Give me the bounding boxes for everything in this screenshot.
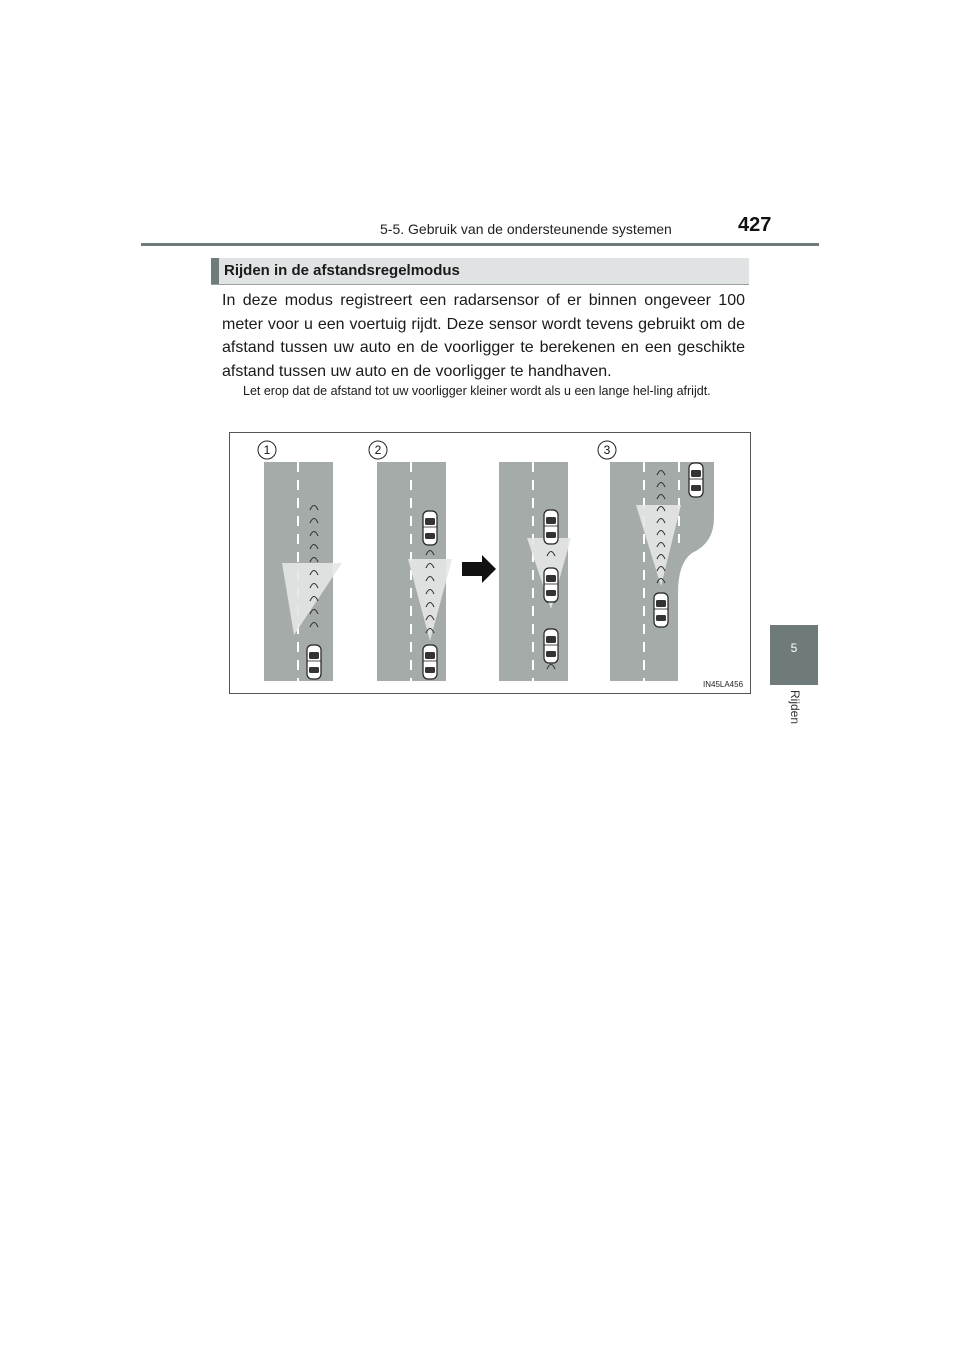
road-scene-1: [258, 441, 342, 681]
transition-arrow-icon: [462, 555, 496, 583]
section-heading-bar: [211, 258, 749, 285]
figure-code: IN45LA456: [703, 680, 744, 689]
header-divider: [141, 243, 819, 246]
road-scene-4: [598, 441, 714, 681]
header-section-title: 5-5. Gebruik van de ondersteunende systemen: [380, 221, 672, 237]
section-heading-accent: [211, 258, 219, 284]
own-car: [423, 645, 437, 679]
chapter-label: Rijden: [788, 690, 802, 725]
road-scene-2: [369, 441, 452, 681]
own-car: [307, 645, 321, 679]
road-scene-3: [499, 462, 571, 681]
page-number: 427: [738, 214, 772, 236]
note-paragraph: Let erop dat de afstand tot uw voorligger kleiner wordt als u een lange hel-ling afrijdt.: [243, 384, 711, 398]
intro-paragraph: In deze modus registreert een radarsensor of er binnen ongeveer 100 meter voor u een voertuig rijdt. Deze sensor wordt tevens gebruikt om de afstand tussen uw auto en de voorligger te berekenen en een geschikte afstand tussen uw auto en de voorligger te handhaven.: [222, 292, 745, 380]
following-car: [544, 629, 558, 663]
chapter-tab: [770, 625, 818, 685]
marker-1-label: 1: [263, 443, 271, 457]
marker-3-label: 3: [603, 443, 611, 457]
preceding-car: [544, 510, 558, 544]
own-car: [654, 593, 668, 627]
illustration-frame: [229, 432, 751, 694]
preceding-car: [689, 463, 703, 497]
distance-control-illustration: [230, 433, 750, 693]
preceding-car: [423, 511, 437, 545]
chapter-number: 5: [790, 641, 798, 655]
marker-2-label: 2: [374, 443, 382, 457]
section-title: Rijden in de afstandsregelmodus: [224, 262, 460, 279]
own-car: [544, 568, 558, 602]
